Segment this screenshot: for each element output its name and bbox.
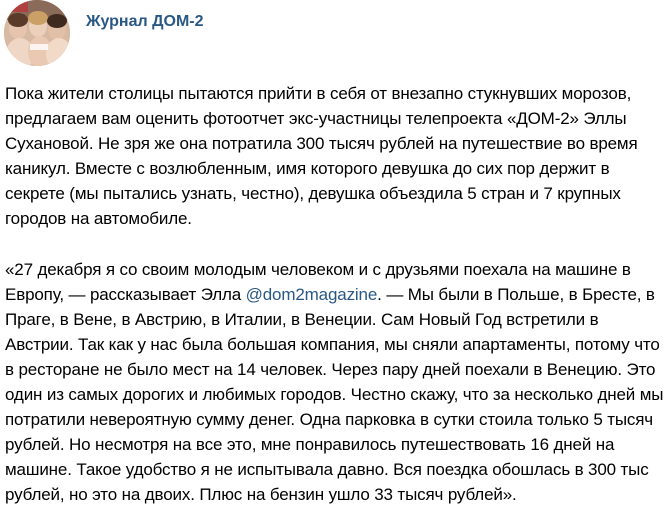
- group-name-link[interactable]: Журнал ДОМ-2: [86, 13, 204, 30]
- group-avatar-photo-icon: [4, 0, 70, 66]
- post-text: [5, 81, 667, 508]
- paragraph-spacer: [5, 232, 667, 257]
- post-paragraph: Пока жители столицы пытаются прийти в себя от внезапно стукнувших морозов, предлагаем вам оценить фотоотчет экс-участницы телепроекта «ДОМ-2» Эллы Сухановой. Не зря же она потратила 300 тысяч рублей на путешествие во время каникул. Вместе с возлюбленным, имя которого девушка до сих пор держит в секрете (мы пытались узнать, честно), девушка объездила 5 стран и 7 крупных городов на автомобиле.: [5, 84, 638, 229]
- quote-text-end: . — Мы были в Польше, в Бресте, в Праге, в Вене, в Австрию, в Италии, в Венеции. Сам Новый Год встретили в Австрии. Так как у нас была большая компания, мы сняли апартаменты, потому что в ресторане не было мест на 14 человек. Через пару дней поехали в Венецию. Это один из самых дорогих и любимых городов. Честно скажу, что за несколько дней мы потратили невероятную сумму денег. Одна парковка в сутки стоила только 5 тысяч рублей. Но несмотря на все это, мне понравилось путешествовать 16 дней на машине. Такое удобство я не испытывала давно. Вся поездка обошлась в 300 тыс рублей, но это на двоих. Плюс на бензин ушло 33 тысяч рублей».: [5, 284, 664, 505]
- group-avatar[interactable]: [4, 0, 70, 66]
- post-header: [0, 0, 670, 72]
- post-paragraph-quote: [5, 257, 667, 508]
- mention-link[interactable]: @dom2magazine: [245, 284, 378, 304]
- quote-text-start: «27 декабря я со своим молодым человеком и с друзьями поехала на машине в Европу, — рассказывает Элла: [5, 259, 631, 304]
